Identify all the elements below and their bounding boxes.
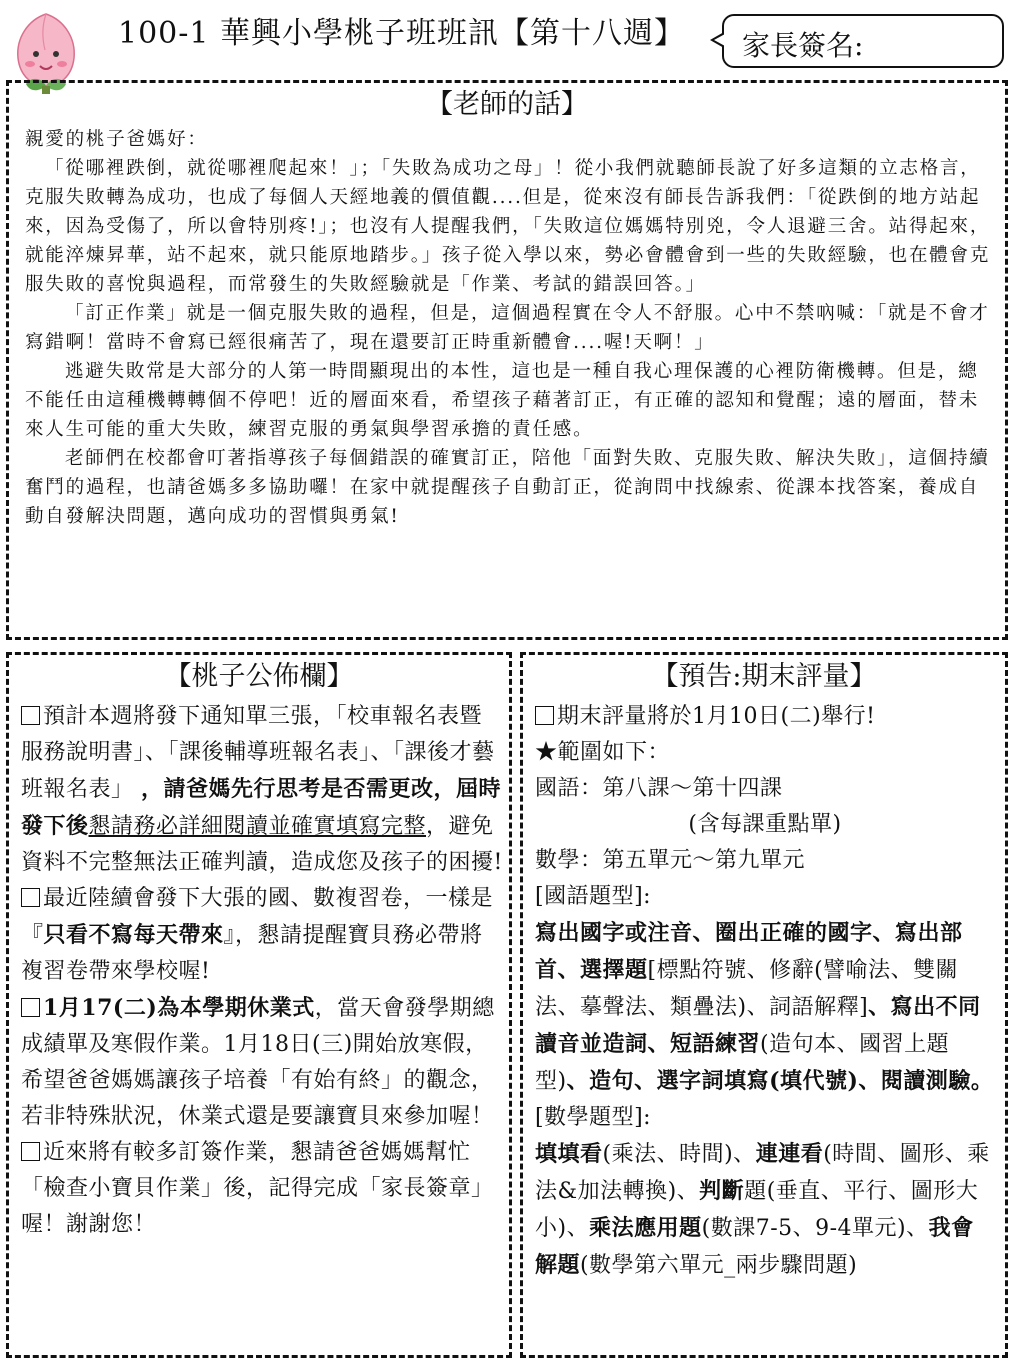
paragraph-3: 逃避失敗常是大部分的人第一時間顯現出的本性，這也是一種自我心理保護的心裡防衛機轉。但是，總不能任由這種機轉轉個不停吧！近的層面來看，希望孩子藉著訂正，有正確的認知和覺醒；遠的層面，替未來人生可能的重大失敗，練習克服的勇氣與學習承擔的責任感。: [25, 361, 980, 440]
math-question-types: 填填看(乘法、時間)、連連看(時間、圖形、乘法&加法轉換)、判斷題(垂直、平行、圖形大小)、乘法應用題(數課7-5、9-4單元)、我會解題(數學第六單元_兩步驟問題): [535, 1141, 990, 1278]
exam-chinese: 國語：第八課～第十四課: [535, 776, 783, 801]
exam-items: [535, 699, 995, 1284]
exam-heading: 【預告:期末評量】: [651, 661, 877, 692]
bulletin-item: 預計本週將發下通知單三張，「校車報名表暨服務說明書」、「課後輔導班報名表」、「課後才藝班報名表」 ，請爸媽先行思考是否需更改，屆時發下後懇請務必詳細閱讀並確實填寫完整，避免資料不完整無法正確判讀，造成您及孩子的困擾!: [21, 704, 503, 875]
parent-signature-box: [722, 14, 1004, 68]
paragraph-2: 「訂正作業」就是一個克服失敗的過程，但是，這個過程實在令人不舒服。心中不禁吶喊：「就是不會才寫錯啊！當時不會寫已經很痛苦了，現在還要訂正時重新體會....喔!天啊！」: [25, 303, 990, 353]
bulletin-heading: 【桃子公佈欄】: [164, 661, 354, 692]
signature-label: 家長簽名:: [742, 29, 864, 62]
checkbox-icon: [21, 998, 40, 1017]
bulletin-items: [21, 699, 503, 1243]
checkbox-icon: [535, 706, 554, 725]
paragraph-1: 「從哪裡跌倒，就從哪裡爬起來！」；「失敗為成功之母」！從小我們就聽師長說了好多這類的立志格言，克服失敗轉為成功，也成了每個人天經地義的價值觀....但是，從來沒有師長告訴我們：「從跌倒的地方站起來，因為受傷了，所以會特別疼!」；也沒有人提醒我們，「失敗這位媽媽特別兇，令人退避三舍。站得起來，就能淬煉昇華，站不起來，就只能原地踏步。」孩子從入學以來，勢必會體會到一些的失敗經驗，也在體會克服失敗的喜悅與過程，而常發生的失敗經驗就是「作業、考試的錯誤回答。」: [25, 158, 991, 295]
bulletin-item: 最近陸續會發下大張的國、數複習卷，一樣是『只看不寫每天帶來』，懇請提醒寶貝務必帶將複習卷帶來學校喔!: [21, 886, 494, 984]
newsletter-title: 100-1 華興小學桃子班班訊【第十八週】: [118, 16, 686, 51]
checkbox-icon: [21, 1142, 40, 1161]
checkbox-icon: [21, 888, 40, 907]
math-question-label: [數學題型]:: [535, 1105, 652, 1130]
bulletin-item: 近來將有較多訂簽作業，懇請爸爸媽媽幫忙「檢查小寶貝作業」後，記得完成「家長簽章」喔！謝謝您！: [21, 1140, 494, 1237]
chinese-question-label: [國語題型]:: [535, 884, 652, 909]
checkbox-icon: [21, 706, 40, 725]
teacher-text: [25, 125, 995, 531]
exam-chinese-note: (含每課重點單): [688, 812, 842, 837]
greeting: 親愛的桃子爸媽好：: [25, 129, 208, 150]
bulletin-item: 1月17(二)為本學期休業式，當天會發學期總成績單及寒假作業。1月18日(三)開始放寒假，希望爸爸媽媽讓孩子培養「有始有終」的觀念，若非特殊狀況，休業式還是要讓寶貝來參加喔！: [21, 995, 495, 1129]
paragraph-4: 老師們在校都會叮著指導孩子每個錯誤的確實訂正，陪他「面對失敗、克服失敗、解決失敗」，這個持續奮鬥的過程，也請爸媽多多協助囉！在家中就提醒孩子自動訂正，從詢問中找線索、從課本找答案，養成自動自發解決問題，邁向成功的習慣與勇氣!: [25, 448, 990, 527]
exam-date: 期末評量將於1月10日(二)舉行!: [535, 699, 995, 735]
bulletin-section: [6, 652, 512, 1358]
chinese-question-types: 寫出國字或注音、圈出正確的國字、寫出部首、選擇題[標點符號、修辭(譬喻法、雙關法、摹聲法、類疊法)、詞語解釋]、寫出不同讀音並造詞、短語練習(造句本、國習上題型)、造句、選字詞填寫(填代號)、閱讀測驗。: [535, 920, 994, 1094]
exam-preview-section: [520, 652, 1008, 1358]
exam-scope: ★範圍如下：: [535, 740, 671, 765]
teacher-heading: 【老師的話】: [426, 89, 588, 120]
teacher-words-section: [6, 80, 1008, 640]
exam-math: 數學：第五單元～第九單元: [535, 848, 806, 873]
